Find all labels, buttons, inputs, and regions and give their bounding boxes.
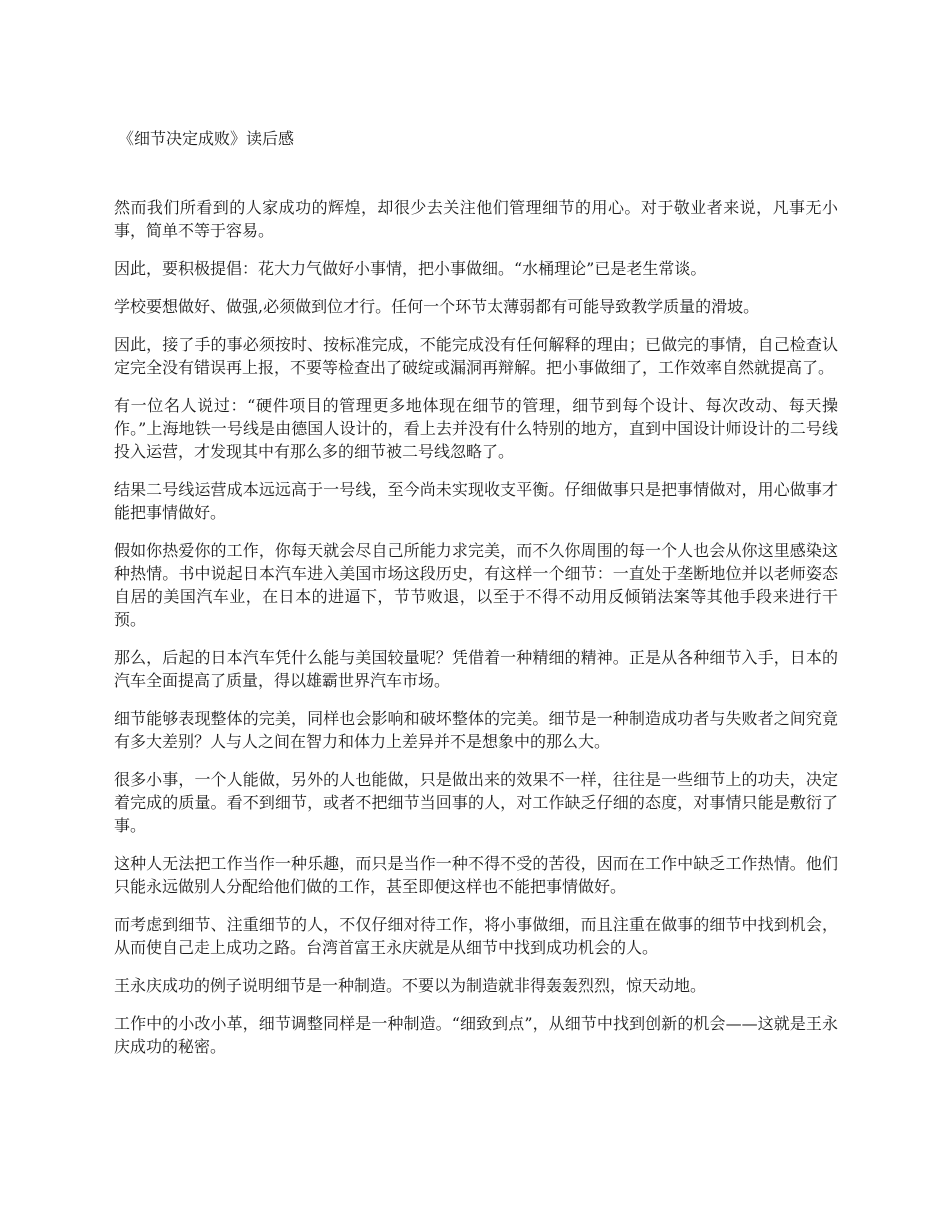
paragraph: 假如你热爱你的工作，你每天就会尽自己所能力求完美，而不久你周围的每一个人也会从你这里感染这种热情。书中说起日本汽车进入美国市场这段历史，有这样一个细节：一直处于垄断地位并以老师姿态自居的美国汽车业，在日本的进逼下，节节败退，以至于不得不动用反倾销法案等其他手段来进行干预。: [114, 541, 838, 629]
document-body: [114, 196, 838, 1073]
paragraph: 很多小事，一个人能做，另外的人也能做，只是做出来的效果不一样，往往是一些细节上的功夫，决定着完成的质量。看不到细节，或者不把细节当回事的人，对工作缺乏仔细的态度，对事情只能是敷衍了事。: [114, 770, 838, 835]
paragraph: 王永庆成功的例子说明细节是一种制造。不要以为制造就非得轰轰烈烈，惊天动地。: [114, 976, 707, 995]
paragraph: 那么，后起的日本汽车凭什么能与美国较量呢？凭借着一种精细的精神。正是从各种细节入手，日本的汽车全面提高了质量，得以雄霸世界汽车市场。: [114, 648, 838, 690]
paragraph: 工作中的小改小革，细节调整同样是一种制造。“细致到点”，从细节中找到创新的机会——这就是王永庆成功的秘密。: [114, 1014, 838, 1056]
paragraph: 结果二号线运营成本远远高于一号线，至今尚未实现收支平衡。仔细做事只是把事情做对，用心做事才能把事情做好。: [114, 480, 838, 522]
paragraph: 细节能够表现整体的完美，同样也会影响和破坏整体的完美。细节是一种制造成功者与失败者之间究竟有多大差别？人与人之间在智力和体力上差异并不是想象中的那么大。: [114, 709, 838, 751]
paragraph: 学校要想做好、做强,必须做到位才行。任何一个环节太薄弱都有可能导致教学质量的滑坡。: [114, 297, 760, 316]
paragraph: 因此，接了手的事必须按时、按标准完成，不能完成没有任何解释的理由；已做完的事情，自己检查认定完全没有错误再上报，不要等检查出了破绽或漏洞再辩解。把小事做细了，工作效率自然就提高了。: [114, 335, 838, 377]
paragraph: 有一位名人说过：“硬件项目的管理更多地体现在细节的管理，细节到每个设计、每次改动、每天操作。”上海地铁一号线是由德国人设计的，看上去并没有什么特别的地方，直到中国设计师设计的二号线投入运营，才发现其中有那么多的细节被二号线忽略了。: [114, 396, 838, 461]
document-title: 《细节决定成败》读后感: [118, 129, 295, 148]
paragraph: 因此，要积极提倡：花大力气做好小事情，把小事做细。“水桶理论”已是老生常谈。: [114, 259, 707, 278]
paragraph: 这种人无法把工作当作一种乐趣，而只是当作一种不得不受的苦役，因而在工作中缺乏工作热情。他们只能永远做别人分配给他们做的工作，甚至即便这样也不能把事情做好。: [114, 854, 838, 896]
paragraph: 然而我们所看到的人家成功的辉煌，却很少去关注他们管理细节的用心。对于敬业者来说，凡事无小事，简单不等于容易。: [114, 198, 838, 240]
paragraph: 而考虑到细节、注重细节的人，不仅仔细对待工作，将小事做细，而且注重在做事的细节中找到机会，从而使自己走上成功之路。台湾首富王永庆就是从细节中找到成功机会的人。: [114, 915, 838, 957]
